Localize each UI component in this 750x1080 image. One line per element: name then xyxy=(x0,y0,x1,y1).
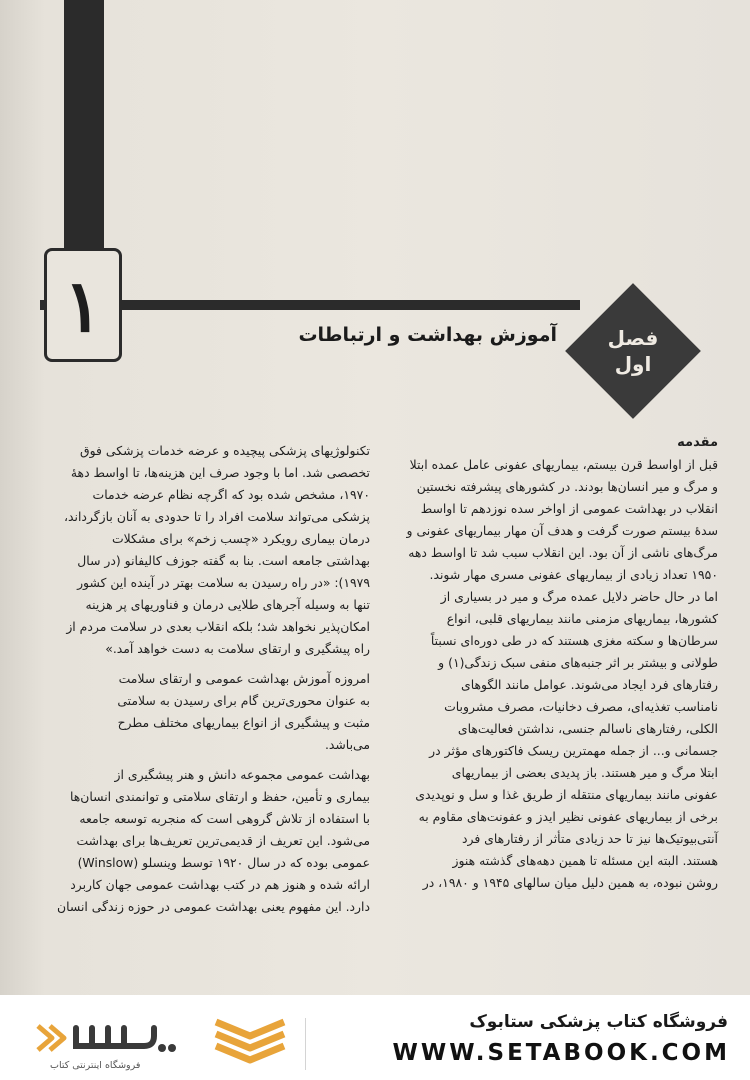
text-line: انقلاب در بهداشت عمومی از اواخر سده نوزدهم تا اواسط xyxy=(420,501,718,516)
right-text-column xyxy=(385,432,718,894)
text-line: تخصصی شد. اما با وجود صرف این هزینه‌ها، تا اواسط دههٔ xyxy=(70,465,370,480)
website-link[interactable]: WWW.SETABOOK.COM xyxy=(392,1040,730,1066)
footer-divider xyxy=(305,1018,306,1070)
text-line: به عنوان محوری‌ترین گام برای رسیدن به سلامتی xyxy=(117,693,370,708)
text-line: سرطان‌ها و سکته مغزی هستند که در طی دوره‌ای نسبتاً xyxy=(430,633,718,648)
chevron-logo-icon xyxy=(210,1016,290,1064)
text-line: درمان بیماری رویکرد «چسب زخم» برای مشکلات xyxy=(111,531,370,546)
text-line: آنتی‌بیوتیک‌ها نیز تا حد زیادی متأثر از رفتارهای فرد xyxy=(461,831,718,846)
text-line: نامناسب تغذیه‌ای، مصرف دخانیات، مصرف مشروبات xyxy=(444,699,718,714)
text-line: امروزه آموزش بهداشت عمومی و ارتقای سلامت xyxy=(118,671,370,686)
text-line: طولانی و بیشتر بر اثر جنبه‌های منفی سبک زندگی(۱) و xyxy=(438,655,718,670)
chapter-label-line1: فصل xyxy=(607,326,659,350)
text-line: مرگ‌های ناشی از آن بود. این انقلاب سبب شد تا اواسط دهه xyxy=(408,545,718,560)
text-line: ۱۹۵۰ تعداد زیادی از بیماریهای عفونی مسری مهار شوند. xyxy=(429,567,718,582)
text-line: ۱۹۷۹): «در راه رسیدن به سلامت بهتر در آینده این کشور xyxy=(77,575,370,590)
paragraph-gap xyxy=(40,756,370,764)
text-line: بهداشتی جامعه است. بنا به گفته جوزف کالیفانو (در سال xyxy=(77,553,370,568)
text-line: روشن نبوده، به همین دلیل میان سالهای ۱۹۴۵ و ۱۹۸۰، در xyxy=(422,875,718,890)
text-line: پزشکی می‌تواند سلامت افراد را تا حدودی به آنان بازگرداند، xyxy=(64,509,370,524)
chapter-title: آموزش بهداشت و ارتباطات xyxy=(298,324,557,346)
text-line: عفونی مانند بیماریهای منتقله از طریق غذا و سل و نوپدیدی xyxy=(415,787,718,802)
text-line: می‌باشد. xyxy=(324,737,370,752)
text-line: می‌شود. این تعریف از قدیمی‌ترین تعریف‌ها برای بهداشت xyxy=(76,833,370,848)
text-line: قبل از اواسط قرن بیستم، بیماریهای عفونی عامل عمده ابتلا xyxy=(409,457,718,472)
text-line: الکلی، رفتارهای ناسالم جنسی، نداشتن فعالیت‌های xyxy=(457,721,718,736)
text-line: راه پیشگیری و ارتقای سلامت به دست خواهد آمد.» xyxy=(105,641,370,656)
text-line: رفتارهای فرد ایجاد می‌شوند. عوامل مانند الگوهای xyxy=(461,677,718,692)
text-line: تکنولوژیهای پزشکی پیچیده و عرضه خدمات پزشکی فوق xyxy=(80,443,370,458)
text-line: دارد. این مفهوم یعنی بهداشت عمومی در حوزه زندگی انسان xyxy=(57,899,370,914)
text-line: هستند. البته این مسئله تا همین دهه‌های گذشته هنوز xyxy=(452,853,718,868)
paragraph-gap xyxy=(40,660,370,668)
text-line: ارائه شده و هنوز هم در کتب بهداشت عمومی جهان کاربرد xyxy=(70,877,370,892)
logo-subtitle: فروشگاه اینترنتی کتاب xyxy=(50,1060,141,1071)
left-text-column xyxy=(40,440,370,918)
chapter-number: ۱ xyxy=(44,248,122,362)
shop-name: فروشگاه کتاب پزشکی ستابوک xyxy=(469,1012,728,1032)
text-line: عمومی بوده که در سال ۱۹۲۰ توسط وینسلو (Winslow) xyxy=(77,855,370,870)
text-line: با استفاده از تلاش گروهی است که منجربه توسعه جامعه xyxy=(79,811,370,826)
text-line: و مرگ و میر انسان‌ها بودند. در کشورهای پیشرفته نخستین xyxy=(416,479,718,494)
text-line: ۱۹۷۰، مشخص شده بود که اگرچه نظام عرضه خدمات xyxy=(92,487,370,502)
section-heading: مقدمه xyxy=(677,435,718,450)
text-line: امکان‌پذیر نخواهد شد؛ بلکه انقلاب بعدی در سلامت مردم از xyxy=(66,619,370,634)
bleed-through-text xyxy=(300,10,720,120)
text-line: کشورها، بیماریهای مزمنی مانند بیماریهای قلبی، انواع xyxy=(446,611,718,626)
text-line: ابتلا مرگ و میر هستند. باز پدیدی بعضی از بیماریهای xyxy=(451,765,718,780)
text-line: جسمانی و... از جمله مهمترین ریسک فاکتورهای مؤثر در xyxy=(429,743,718,758)
text-line: اما در حال حاضر دلایل عمده مرگ و میر در بسیاری از xyxy=(440,589,718,604)
setabook-logo-icon xyxy=(30,1018,200,1062)
text-line: بهداشت عمومی مجموعه دانش و هنر پیشگیری از xyxy=(114,767,370,782)
text-line: تنها به وسیله آجرهای طلایی درمان و فناوریهای پر هزینه xyxy=(85,597,370,612)
text-line: بیماری و تأمین، حفظ و ارتقای سلامتی و توانمندی انسان‌ها xyxy=(70,789,370,804)
text-line: مثبت و پیشگیری از انواع بیماریهای مختلف مطرح xyxy=(117,715,370,730)
chapter-label-badge xyxy=(558,276,708,426)
chapter-label-line2: اول xyxy=(614,352,652,376)
text-line: برخی از بیماریهای عفونی نظیر ایدز و عفونت‌های مقاوم به xyxy=(418,809,718,824)
text-line: سدهٔ بیستم صورت گرفت و هدف آن مهار بیماریهای عفونی و xyxy=(406,523,718,538)
